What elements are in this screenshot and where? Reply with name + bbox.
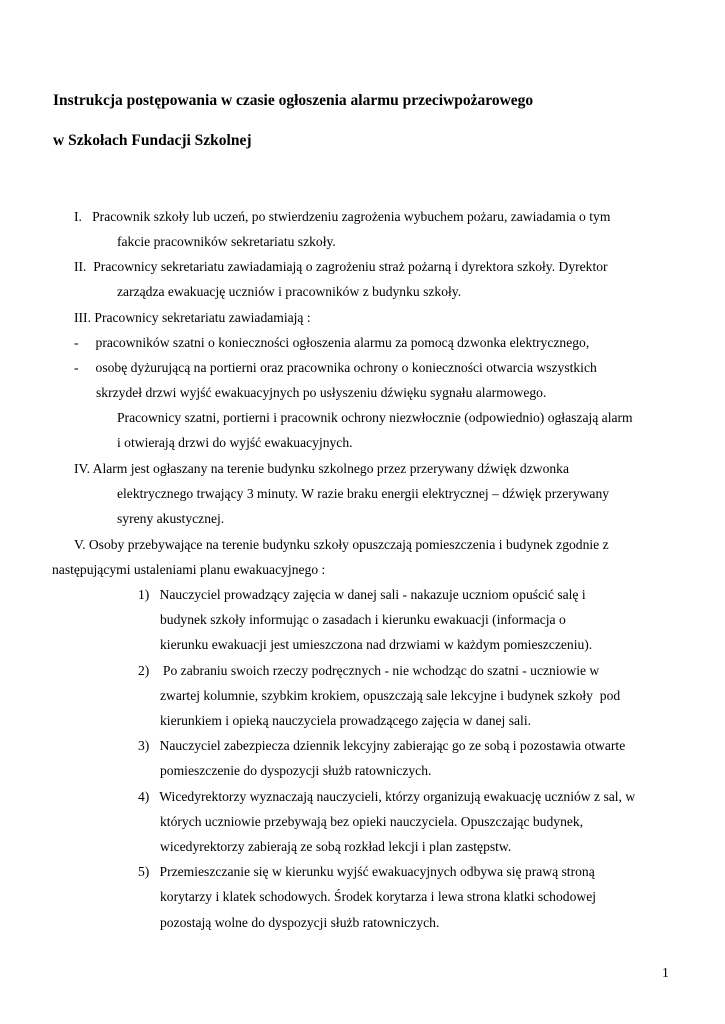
document-title-line-1: Instrukcja postępowania w czasie ogłoszenia alarmu przeciwpożarowego bbox=[53, 92, 534, 109]
list-item-1-line-2: budynek szkoły informując o zasadach i kierunku ewakuacji (informacja o bbox=[160, 612, 566, 627]
list-item-5-line-3: pozostają wolne do dyspozycji służb ratowniczych. bbox=[160, 915, 440, 930]
page-number: 1 bbox=[662, 965, 669, 980]
section-1-line-1: I. Pracownik szkoły lub uczeń, po stwierdzeniu zagrożenia wybuchem pożaru, zawiadamia o tym bbox=[74, 209, 611, 224]
list-item-4-line-3: wicedyrektorzy zabierają ze sobą rozkład lekcji i plan zastępstw. bbox=[160, 839, 512, 854]
section-4-line-3: syreny akustycznej. bbox=[117, 511, 225, 526]
section-5-line-2: następującymi ustaleniami planu ewakuacyjnego : bbox=[52, 562, 326, 577]
list-item-5-line-1: 5) Przemieszczanie się w kierunku wyjść ewakuacyjnych odbywa się prawą stroną bbox=[138, 864, 595, 879]
section-3-line-1: III. Pracownicy sekretariatu zawiadamiają : bbox=[74, 310, 311, 325]
section-3-bullet-2: - osobę dyżurującą na portierni oraz pracownika ochrony o konieczności otwarcia wszystkich bbox=[74, 360, 597, 375]
list-item-5-line-2: korytarzy i klatek schodowych. Środek korytarza i lewa strona klatki schodowej bbox=[160, 889, 597, 904]
section-2-line-2: zarządza ewakuację uczniów i pracowników z budynku szkoły. bbox=[117, 284, 462, 299]
list-item-2-line-1: 2) Po zabraniu swoich rzeczy podręcznych - nie wchodząc do szatni - uczniowie w bbox=[138, 663, 600, 678]
list-item-1-line-3: kierunku ewakuacji jest umieszczona nad drzwiami w każdym pomieszczeniu). bbox=[160, 637, 593, 652]
list-item-2-line-2: zwartej kolumnie, szybkim krokiem, opuszczają sale lekcyjne i budynek szkoły pod bbox=[160, 688, 621, 703]
section-1-line-2: fakcie pracowników sekretariatu szkoły. bbox=[117, 234, 336, 249]
section-5-line-1: V. Osoby przebywające na terenie budynku szkoły opuszczają pomieszczenia i budynek zgodnie z bbox=[74, 537, 609, 552]
section-3-note-line-2: i otwierają drzwi do wyjść ewakuacyjnych. bbox=[117, 435, 353, 450]
document-title-line-2: w Szkołach Fundacji Szkolnej bbox=[53, 132, 252, 149]
list-item-4-line-1: 4) Wicedyrektorzy wyznaczają nauczycieli, którzy organizują ewakuację uczniów z sal, w bbox=[138, 789, 636, 804]
list-item-2-line-3: kierunkiem i opieką nauczyciela prowadzącego zajęcia w danej sali. bbox=[160, 713, 532, 728]
section-2-line-1: II. Pracownicy sekretariatu zawiadamiają o zagrożeniu straż pożarną i dyrektora szkoły. Dyrektor bbox=[74, 259, 608, 274]
section-3-bullet-1: - pracowników szatni o konieczności ogłoszenia alarmu za pomocą dzwonka elektrycznego, bbox=[74, 335, 590, 350]
list-item-3-line-1: 3) Nauczyciel zabezpiecza dziennik lekcyjny zabierając go ze sobą i pozostawia otwarte bbox=[138, 738, 626, 753]
section-4-line-2: elektrycznego trwający 3 minuty. W razie braku energii elektrycznej – dźwięk przerywany bbox=[117, 486, 610, 501]
section-4-line-1: IV. Alarm jest ogłaszany na terenie budynku szkolnego przez przerywany dźwięk dzwonka bbox=[74, 461, 569, 476]
list-item-1-line-1: 1) Nauczyciel prowadzący zajęcia w danej sali - nakazuje uczniom opuścić salę i bbox=[138, 587, 586, 602]
section-3-note-line-1: Pracownicy szatni, portierni i pracownik ochrony niezwłocznie (odpowiednio) ogłaszają alarm bbox=[117, 410, 633, 425]
list-item-4-line-2: których uczniowie przebywają bez opieki nauczyciela. Opuszczając budynek, bbox=[160, 814, 584, 829]
list-item-3-line-2: pomieszczenie do dyspozycji służb ratowniczych. bbox=[160, 763, 432, 778]
section-3-bullet-2-cont: skrzydeł drzwi wyjść ewakuacyjnych po usłyszeniu dźwięku sygnału alarmowego. bbox=[96, 385, 547, 400]
